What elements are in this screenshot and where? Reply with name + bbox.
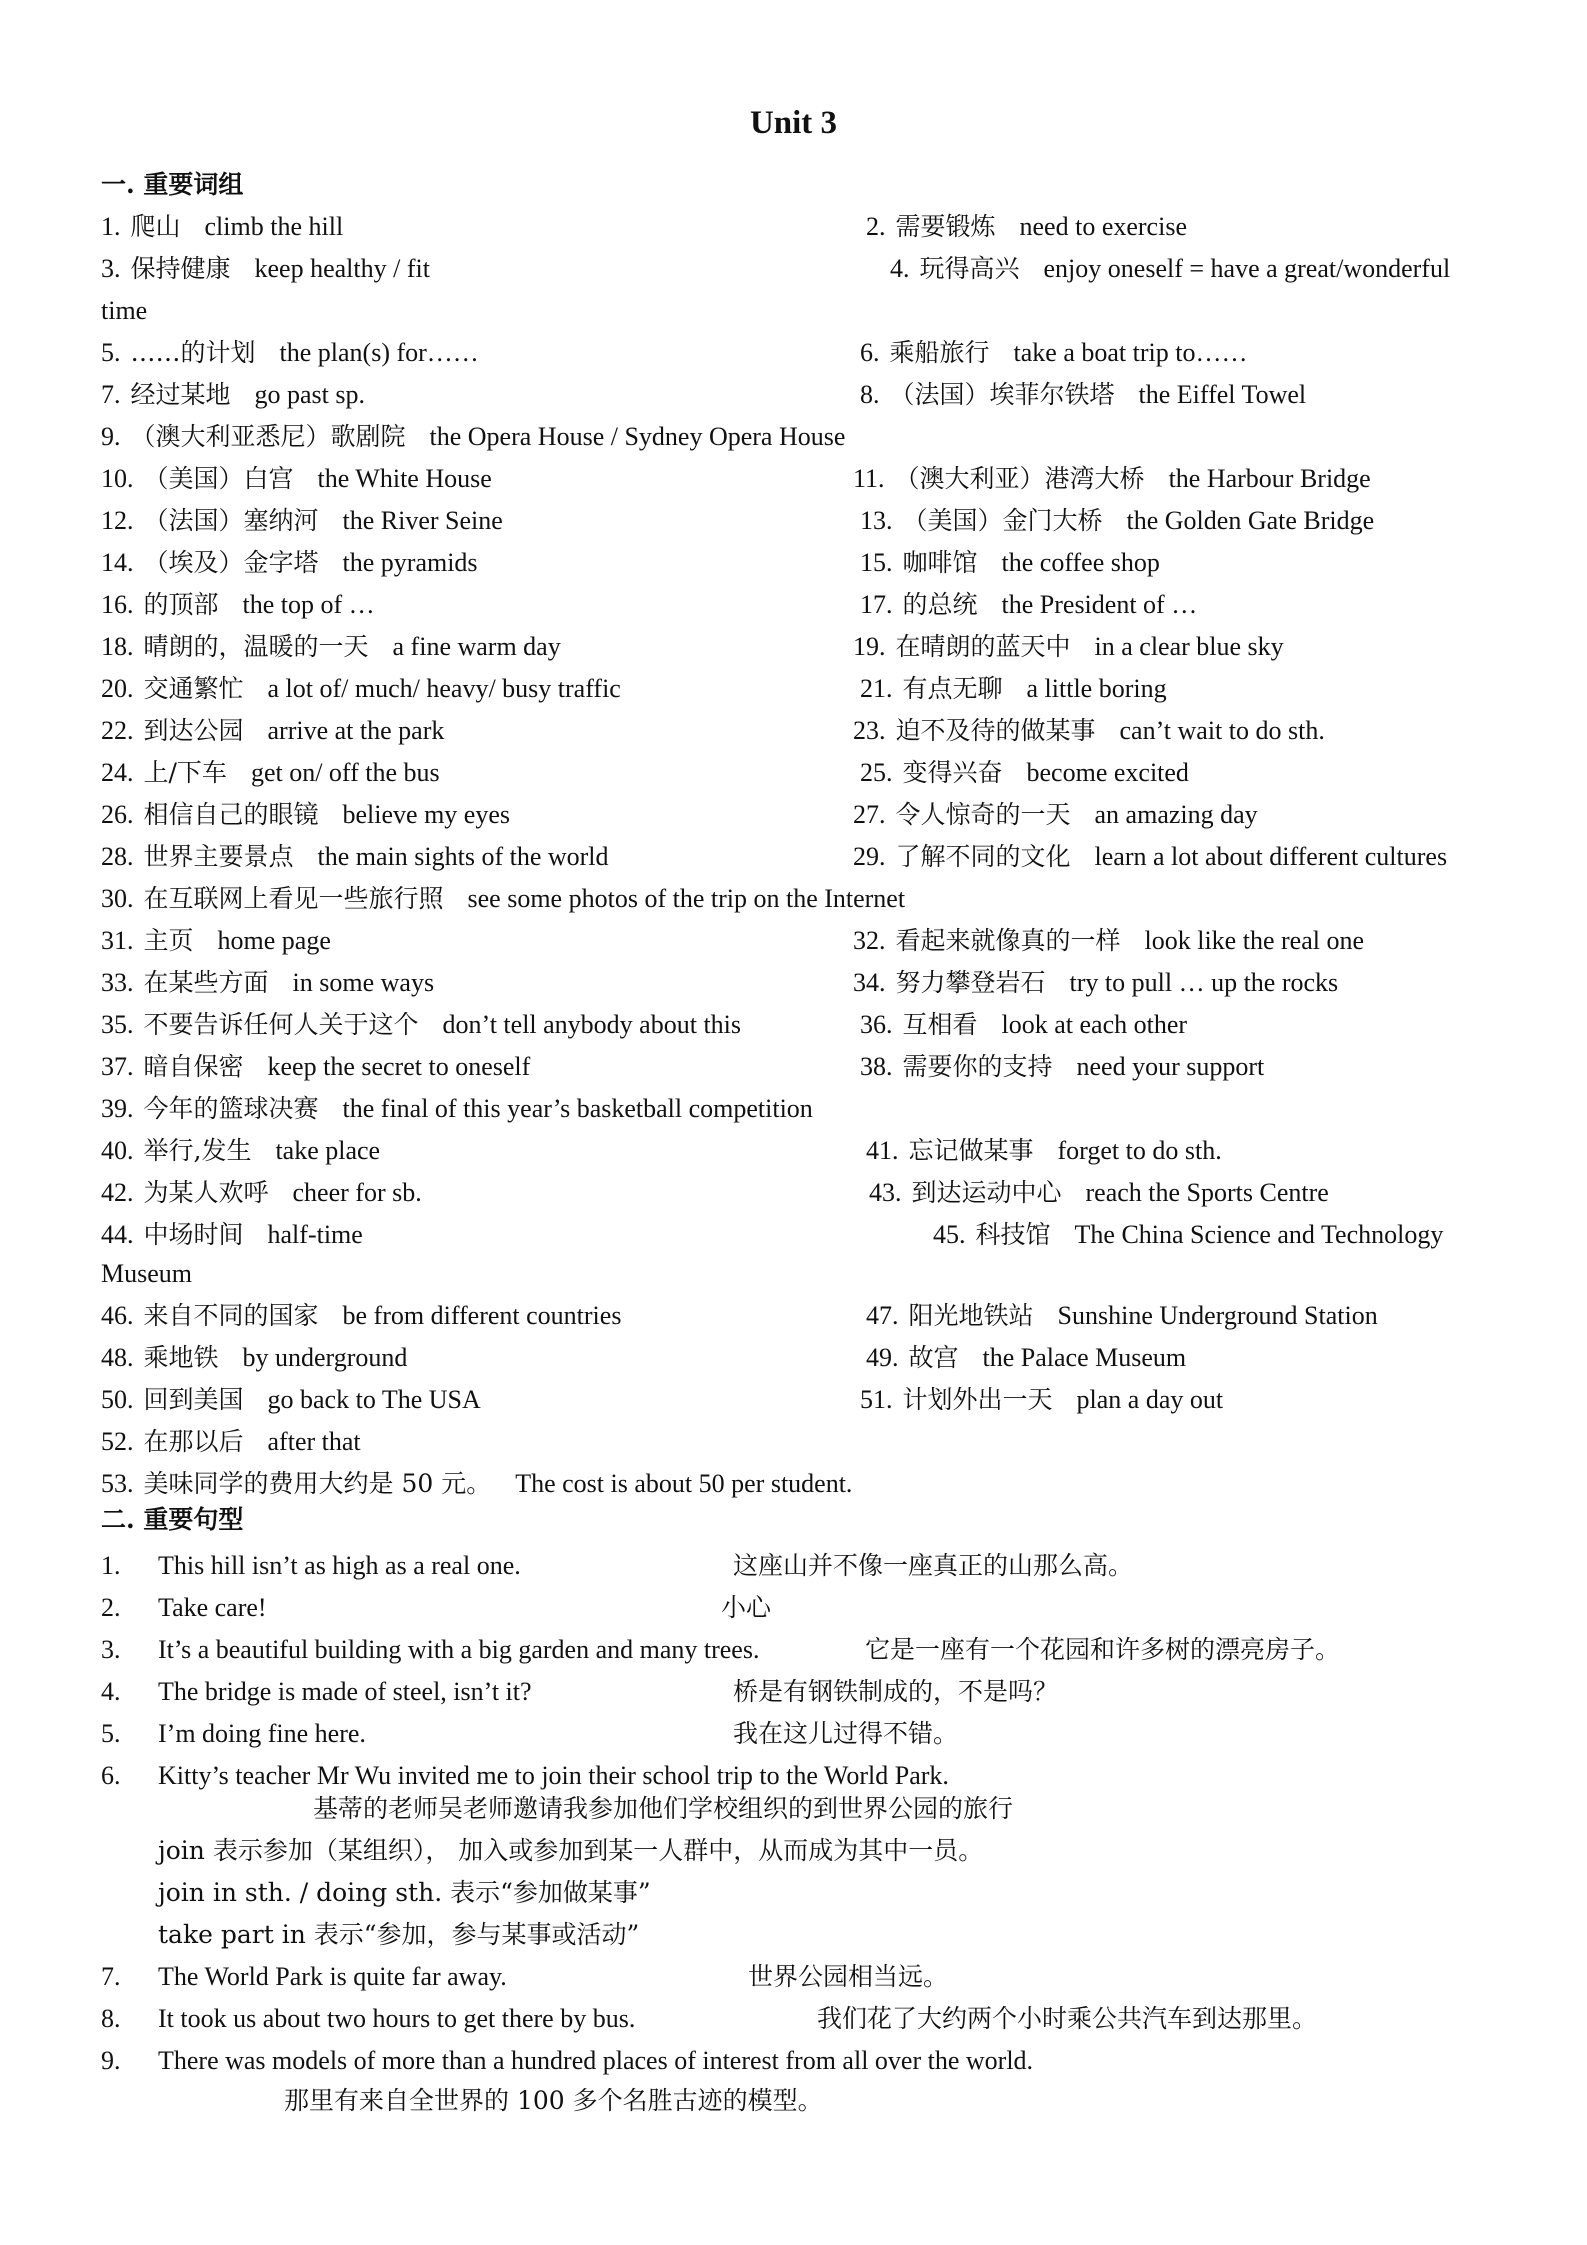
phrase-chinese: （美国）白宫	[143, 464, 294, 493]
phrase-item-right	[866, 1337, 1186, 1379]
phrase-english: half-time	[267, 1220, 363, 1249]
phrase-number: 30.	[101, 884, 134, 913]
phrase-item-right	[860, 542, 1160, 584]
phrase-row	[0, 710, 1587, 752]
phrase-row	[0, 374, 1587, 416]
phrase-chinese: 了解不同的文化	[895, 842, 1071, 871]
sentence-9-translation: 那里有来自全世界的 100 多个名胜古迹的模型。	[284, 2086, 823, 2115]
phrase-number: 32.	[853, 926, 886, 955]
phrase-chinese: （美国）金门大桥	[902, 506, 1103, 535]
phrase-english: keep healthy / fit	[254, 254, 430, 283]
sentence-english: The bridge is made of steel, isn’t it?	[158, 1677, 532, 1706]
phrase-number: 23.	[853, 716, 886, 745]
phrase-number: 51.	[860, 1385, 893, 1414]
sentence-english: Kitty’s teacher Mr Wu invited me to join their school trip to the World Park.	[158, 1761, 949, 1790]
phrase-english: don’t tell anybody about this	[442, 1010, 742, 1039]
sentence-english: The World Park is quite far away.	[158, 1962, 507, 1991]
phrase-number: 1.	[101, 212, 121, 241]
phrase-number: 25.	[860, 758, 893, 787]
phrase-chinese: （澳大利亚悉尼）歌剧院	[130, 422, 406, 451]
phrase-english: get on/ off the bus	[250, 758, 440, 787]
phrase-chinese: 爬山	[130, 212, 181, 241]
phrase-row	[0, 1421, 1587, 1463]
phrase-english: keep the secret to oneself	[267, 1052, 531, 1081]
phrase-item-right	[853, 920, 1364, 962]
phrase-row	[0, 1172, 1587, 1214]
phrase-item-right	[860, 1004, 1187, 1046]
phrase-english: the Harbour Bridge	[1168, 464, 1371, 493]
phrase-english: the Eiffel Towel	[1138, 380, 1307, 409]
phrase-number: 3.	[101, 254, 121, 283]
sentence-english: It took us about two hours to get there by bus.	[158, 2004, 636, 2033]
sentence-6-note-join: join 表示参加（某组织）， 加入或参加到某一人群中，从而成为其中一员。	[158, 1836, 984, 1865]
sentence-6-note-join-in: join in sth. / doing sth. 表示“参加做某事”	[158, 1878, 651, 1907]
phrase-number: 53.	[101, 1469, 134, 1498]
phrase-english: the main sights of the world	[317, 842, 609, 871]
phrase-item-left	[101, 416, 845, 458]
phrase-english: the final of this year’s basketball competition	[342, 1094, 813, 1123]
phrase-item-right	[853, 710, 1325, 752]
phrase-item-left	[101, 1172, 422, 1214]
phrase-row	[0, 668, 1587, 710]
phrase-number: 33.	[101, 968, 134, 997]
phrase-number: 43.	[869, 1178, 902, 1207]
phrase-item-left	[101, 920, 331, 962]
phrase-english: in some ways	[292, 968, 435, 997]
phrase-english: a little boring	[1026, 674, 1167, 703]
phrase-chinese: （法国）塞纳河	[143, 506, 319, 535]
phrase-number: 40.	[101, 1136, 134, 1165]
phrase-english: try to pull … up the rocks	[1069, 968, 1339, 997]
phrase-number: 5.	[101, 338, 121, 367]
sentence-english: It’s a beautiful building with a big garden and many trees.	[158, 1635, 760, 1664]
phrase-chinese: 主页	[143, 926, 194, 955]
phrase-number: 38.	[860, 1052, 893, 1081]
phrase-number: 17.	[860, 590, 893, 619]
phrase-number: 9.	[101, 422, 121, 451]
phrase-chinese: 中场时间	[143, 1220, 244, 1249]
phrase-item-right	[860, 668, 1167, 710]
section-heading-sentences: 二. 重要句型	[101, 1505, 244, 1534]
phrase-english: learn a lot about different cultures	[1094, 842, 1448, 871]
phrase-english: the President of …	[1001, 590, 1198, 619]
phrase-number: 13.	[860, 506, 893, 535]
phrase-item-right	[933, 1214, 1443, 1256]
phrase-item-right	[853, 794, 1258, 836]
phrase-number: 26.	[101, 800, 134, 829]
phrase-number: 12.	[101, 506, 134, 535]
phrase-row	[0, 500, 1587, 542]
phrase-number: 28.	[101, 842, 134, 871]
phrase-item-left	[101, 1214, 363, 1256]
phrase-english: in a clear blue sky	[1094, 632, 1284, 661]
sentence-number: 5.	[101, 1719, 121, 1748]
phrase-chinese: 玩得高兴	[919, 254, 1020, 283]
sentence-number: 2.	[101, 1593, 121, 1622]
phrase-english: The China Science and Technology	[1074, 1220, 1444, 1249]
phrase-row	[0, 1130, 1587, 1172]
sentence-row	[0, 1545, 1587, 1587]
phrase-chinese: 保持健康	[130, 254, 231, 283]
phrase-english: become excited	[1026, 758, 1189, 787]
phrase-english: The cost is about 50 per student.	[515, 1469, 853, 1498]
sentence-number: 4.	[101, 1677, 121, 1706]
phrase-item-left	[101, 962, 434, 1004]
phrase-chinese: （澳大利亚）港湾大桥	[894, 464, 1145, 493]
phrase-number: 22.	[101, 716, 134, 745]
phrase-number: 41.	[866, 1136, 899, 1165]
sentence-number: 8.	[101, 2004, 121, 2033]
phrase-item-left	[101, 836, 609, 878]
sentence-number: 7.	[101, 1962, 121, 1991]
phrase-number: 8.	[860, 380, 880, 409]
phrase-chinese: 努力攀登岩石	[895, 968, 1046, 997]
phrase-chinese: 上/下车	[143, 758, 227, 787]
phrase-wrap-museum: Museum	[101, 1259, 192, 1288]
phrase-chinese: 看起来就像真的一样	[895, 926, 1121, 955]
phrase-number: 31.	[101, 926, 134, 955]
phrase-row	[0, 1463, 1587, 1505]
phrase-english: need your support	[1076, 1052, 1265, 1081]
phrase-item-right	[869, 1172, 1329, 1214]
phrase-english: the Opera House / Sydney Opera House	[429, 422, 846, 451]
phrase-row	[0, 1004, 1587, 1046]
sentence-row	[0, 1713, 1587, 1755]
sentence-row	[0, 1956, 1587, 1998]
phrase-number: 14.	[101, 548, 134, 577]
phrase-english: look like the real one	[1144, 926, 1364, 955]
phrase-chinese: 到达公园	[143, 716, 244, 745]
phrase-chinese: 相信自己的眼镜	[143, 800, 319, 829]
phrase-row	[0, 626, 1587, 668]
sentence-number: 6.	[101, 1761, 121, 1790]
phrase-row	[0, 206, 1587, 248]
sentence-row	[0, 2040, 1587, 2082]
sentence-english: I’m doing fine here.	[158, 1719, 366, 1748]
sentence-number: 3.	[101, 1635, 121, 1664]
phrase-chinese: 故宫	[908, 1343, 959, 1372]
phrase-item-left	[101, 668, 621, 710]
phrase-item-left	[101, 1295, 621, 1337]
phrase-number: 18.	[101, 632, 134, 661]
sentence-chinese: 这座山并不像一座真正的山那么高。	[733, 1551, 1134, 1580]
phrase-item-right	[853, 458, 1371, 500]
phrase-english: the pyramids	[342, 548, 478, 577]
phrase-chinese: 变得兴奋	[902, 758, 1003, 787]
phrase-english: by underground	[242, 1343, 408, 1372]
phrase-item-left	[101, 584, 375, 626]
phrase-english: the plan(s) for……	[279, 338, 479, 367]
sentence-chinese: 桥是有钢铁制成的，不是吗？	[733, 1677, 1059, 1706]
phrase-english: take a boat trip to……	[1013, 338, 1248, 367]
sentence-chinese: 小心	[721, 1593, 772, 1622]
phrase-chinese: 乘地铁	[143, 1343, 219, 1372]
phrase-chinese: 回到美国	[143, 1385, 244, 1414]
phrase-english: an amazing day	[1094, 800, 1258, 829]
phrase-row	[0, 752, 1587, 794]
phrase-number: 44.	[101, 1220, 134, 1249]
phrase-item-left	[101, 626, 561, 668]
phrase-chinese: 计划外出一天	[902, 1385, 1053, 1414]
phrase-item-right	[860, 332, 1247, 374]
phrase-chinese: 阳光地铁站	[908, 1301, 1034, 1330]
phrase-number: 24.	[101, 758, 134, 787]
phrase-chinese: 在某些方面	[143, 968, 269, 997]
phrase-row	[0, 1046, 1587, 1088]
phrase-item-left	[101, 1046, 530, 1088]
sentence-english: This hill isn’t as high as a real one.	[158, 1551, 521, 1580]
phrase-number: 27.	[853, 800, 886, 829]
page-title: Unit 3	[749, 105, 838, 141]
phrase-chinese: 有点无聊	[902, 674, 1003, 703]
phrase-item-left	[101, 1421, 361, 1463]
phrase-chinese: 不要告诉任何人关于这个	[143, 1010, 419, 1039]
phrase-chinese: 的总统	[902, 590, 978, 619]
phrase-item-left	[101, 1130, 380, 1172]
sentence-row	[0, 1998, 1587, 2040]
phrase-chinese: 需要你的支持	[902, 1052, 1053, 1081]
phrase-chinese: 今年的篮球决赛	[143, 1094, 319, 1123]
phrase-row	[0, 1214, 1587, 1256]
phrase-chinese: 世界主要景点	[143, 842, 294, 871]
phrase-chinese: 令人惊奇的一天	[895, 800, 1071, 829]
section-heading-phrases: 一. 重要词组	[101, 170, 244, 199]
phrase-english: the River Seine	[342, 506, 503, 535]
phrase-chinese: （法国）埃菲尔铁塔	[889, 380, 1115, 409]
phrase-item-left	[101, 710, 444, 752]
phrase-number: 10.	[101, 464, 134, 493]
phrase-english: look at each other	[1001, 1010, 1188, 1039]
phrase-item-right	[853, 962, 1338, 1004]
phrase-number: 20.	[101, 674, 134, 703]
phrase-number: 47.	[866, 1301, 899, 1330]
phrase-item-right	[853, 836, 1447, 878]
sentence-row	[0, 1671, 1587, 1713]
phrase-english: see some photos of the trip on the Internet	[467, 884, 906, 913]
phrase-number: 16.	[101, 590, 134, 619]
phrase-number: 34.	[853, 968, 886, 997]
phrase-item-left	[101, 1379, 481, 1421]
phrase-row	[0, 920, 1587, 962]
phrase-english: the Golden Gate Bridge	[1126, 506, 1375, 535]
phrase-item-right	[866, 206, 1187, 248]
phrase-chinese: 在互联网上看见一些旅行照	[143, 884, 444, 913]
phrase-item-left	[101, 1337, 407, 1379]
phrase-item-left	[101, 248, 430, 290]
phrase-item-right	[866, 1130, 1222, 1172]
phrase-chinese: 交通繁忙	[143, 674, 244, 703]
phrase-english: a lot of/ much/ heavy/ busy traffic	[267, 674, 621, 703]
phrase-chinese: 需要锻炼	[895, 212, 996, 241]
phrase-english: plan a day out	[1076, 1385, 1224, 1414]
phrase-chinese: 科技馆	[975, 1220, 1051, 1249]
phrase-item-right	[860, 1379, 1223, 1421]
phrase-item-right	[890, 248, 1450, 290]
phrase-item-left	[101, 206, 343, 248]
phrase-item-left	[101, 500, 503, 542]
phrase-row	[0, 416, 1587, 458]
phrase-row	[0, 248, 1587, 290]
sentence-chinese: 它是一座有一个花园和许多树的漂亮房子。	[865, 1635, 1341, 1664]
sentence-row	[0, 1587, 1587, 1629]
phrase-row	[0, 962, 1587, 1004]
phrase-chinese: 到达运动中心	[911, 1178, 1062, 1207]
phrase-row	[0, 1088, 1587, 1130]
phrase-english: the coffee shop	[1001, 548, 1160, 577]
phrase-english: the top of …	[242, 590, 375, 619]
phrase-english: a fine warm day	[392, 632, 561, 661]
phrase-number: 45.	[933, 1220, 966, 1249]
phrase-item-left	[101, 794, 510, 836]
phrase-english: the White House	[317, 464, 492, 493]
phrase-number: 29.	[853, 842, 886, 871]
phrase-english: be from different countries	[342, 1301, 622, 1330]
phrase-row	[0, 836, 1587, 878]
phrase-row	[0, 1379, 1587, 1421]
phrase-chinese: 举行,发生	[143, 1136, 252, 1165]
phrase-chinese: 暗自保密	[143, 1052, 244, 1081]
phrase-number: 46.	[101, 1301, 134, 1330]
phrase-item-left	[101, 1463, 852, 1505]
sentence-row	[0, 1629, 1587, 1671]
phrase-number: 15.	[860, 548, 893, 577]
phrase-item-left	[101, 374, 365, 416]
phrase-chinese: 美味同学的费用大约是 50 元。	[143, 1469, 492, 1498]
phrase-wrap-time: time	[101, 296, 148, 325]
phrase-number: 6.	[860, 338, 880, 367]
sentence-chinese: 我们花了大约两个小时乘公共汽车到达那里。	[817, 2004, 1318, 2033]
phrase-item-right	[860, 500, 1374, 542]
phrase-item-left	[101, 1088, 813, 1130]
phrase-number: 21.	[860, 674, 893, 703]
phrase-english: climb the hill	[204, 212, 344, 241]
phrase-english: can’t wait to do sth.	[1119, 716, 1325, 745]
phrase-row	[0, 794, 1587, 836]
phrase-item-right	[860, 1046, 1264, 1088]
phrase-number: 52.	[101, 1427, 134, 1456]
phrase-english: arrive at the park	[267, 716, 445, 745]
phrase-chinese: ……的计划	[130, 338, 256, 367]
phrase-chinese: 为某人欢呼	[143, 1178, 269, 1207]
sentence-chinese: 我在这儿过得不错。	[733, 1719, 959, 1748]
phrase-english: after that	[267, 1427, 361, 1456]
sentence-english: Take care!	[158, 1593, 267, 1622]
phrase-item-left	[101, 1004, 741, 1046]
sentence-number: 9.	[101, 2046, 121, 2075]
sentence-number: 1.	[101, 1551, 121, 1580]
phrase-number: 50.	[101, 1385, 134, 1414]
phrase-row	[0, 878, 1587, 920]
phrase-item-right	[860, 752, 1189, 794]
phrase-english: enjoy oneself = have a great/wonderful	[1043, 254, 1451, 283]
phrase-number: 37.	[101, 1052, 134, 1081]
phrase-item-left	[101, 542, 478, 584]
phrase-english: take place	[275, 1136, 381, 1165]
phrase-item-right	[866, 1295, 1378, 1337]
phrase-row	[0, 1295, 1587, 1337]
phrase-row	[0, 332, 1587, 374]
phrase-item-left	[101, 458, 492, 500]
phrase-chinese: 晴朗的，温暖的一天	[143, 632, 369, 661]
phrase-row	[0, 458, 1587, 500]
phrase-english: believe my eyes	[342, 800, 511, 829]
phrase-number: 7.	[101, 380, 121, 409]
phrase-chinese: 在那以后	[143, 1427, 244, 1456]
phrase-number: 39.	[101, 1094, 134, 1123]
phrase-item-left	[101, 332, 479, 374]
phrase-english: the Palace Museum	[982, 1343, 1187, 1372]
phrase-english: cheer for sb.	[292, 1178, 422, 1207]
phrase-chinese: （埃及）金字塔	[143, 548, 319, 577]
phrase-english: go past sp.	[254, 380, 366, 409]
phrase-chinese: 忘记做某事	[908, 1136, 1034, 1165]
phrase-number: 11.	[853, 464, 885, 493]
phrase-chinese: 来自不同的国家	[143, 1301, 319, 1330]
phrase-english: forget to do sth.	[1057, 1136, 1222, 1165]
phrase-chinese: 经过某地	[130, 380, 231, 409]
phrase-chinese: 在晴朗的蓝天中	[895, 632, 1071, 661]
phrase-chinese: 乘船旅行	[889, 338, 990, 367]
sentence-6-note-take-part: take part in 表示“参加，参与某事或活动”	[158, 1920, 640, 1949]
phrase-number: 19.	[853, 632, 886, 661]
phrase-english: reach the Sports Centre	[1085, 1178, 1329, 1207]
phrase-english: home page	[217, 926, 331, 955]
phrase-number: 2.	[866, 212, 886, 241]
phrase-item-left	[101, 752, 440, 794]
phrase-chinese: 迫不及待的做某事	[895, 716, 1096, 745]
phrase-item-right	[853, 626, 1284, 668]
phrase-number: 49.	[866, 1343, 899, 1372]
phrase-number: 42.	[101, 1178, 134, 1207]
phrase-item-right	[860, 374, 1306, 416]
phrase-number: 36.	[860, 1010, 893, 1039]
sentence-6-translation: 基蒂的老师吴老师邀请我参加他们学校组织的到世界公园的旅行	[313, 1794, 1014, 1823]
phrase-english: go back to The USA	[267, 1385, 481, 1414]
phrase-row	[0, 584, 1587, 626]
phrase-chinese: 的顶部	[143, 590, 219, 619]
phrase-row	[0, 1337, 1587, 1379]
sentence-chinese: 世界公园相当远。	[748, 1962, 949, 1991]
phrase-item-left	[101, 878, 905, 920]
phrase-number: 4.	[890, 254, 910, 283]
phrase-number: 48.	[101, 1343, 134, 1372]
phrase-chinese: 咖啡馆	[902, 548, 978, 577]
phrase-item-right	[860, 584, 1197, 626]
phrase-chinese: 互相看	[902, 1010, 978, 1039]
phrase-row	[0, 542, 1587, 584]
phrase-english: need to exercise	[1019, 212, 1187, 241]
phrase-number: 35.	[101, 1010, 134, 1039]
phrase-english: Sunshine Underground Station	[1057, 1301, 1378, 1330]
sentence-english: There was models of more than a hundred places of interest from all over the world.	[158, 2046, 1034, 2075]
